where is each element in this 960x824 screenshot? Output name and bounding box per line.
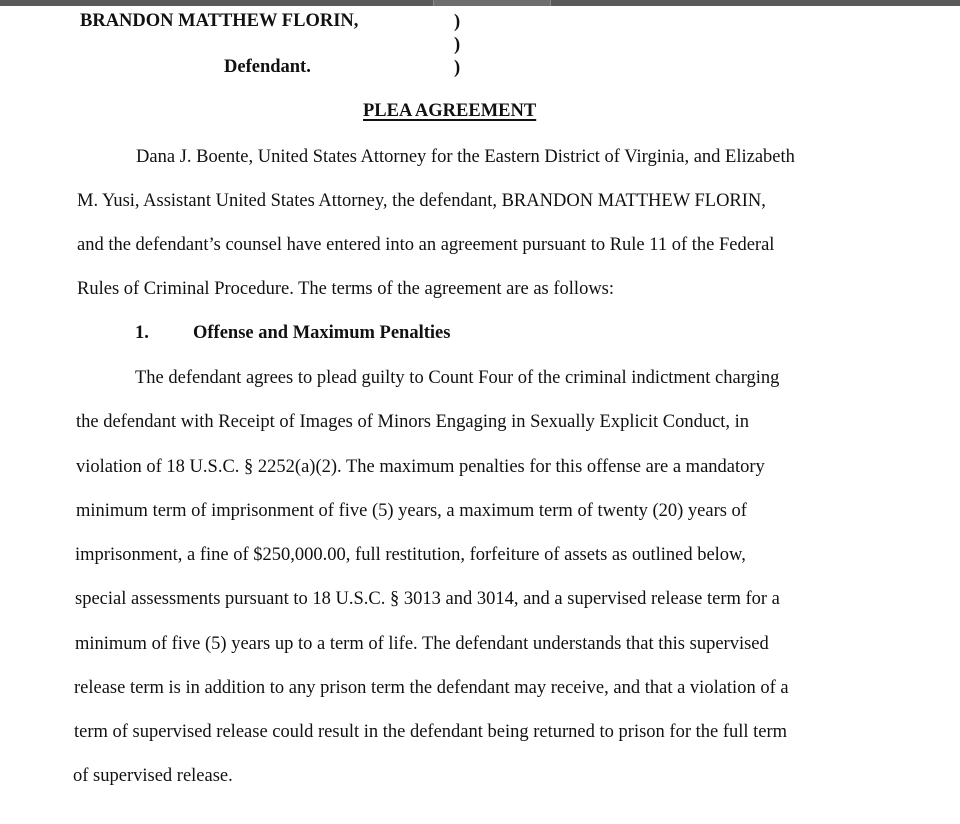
body-line: The defendant agrees to plead guilty to Count Four of the criminal indictment charging [135,368,780,388]
body-line: the defendant with Receipt of Images of Minors Engaging in Sexually Explicit Conduct, in [76,412,750,432]
caption-bracket: ) [454,35,461,55]
section-heading: Offense and Maximum Penalties [193,323,451,343]
section-number: 1. [135,323,149,343]
body-line: term of supervised release could result in the defendant being returned to prison for the full term [74,722,788,742]
body-line: release term is in addition to any prison term the defendant may receive, and that a violation of a [74,678,789,698]
intro-line: and the defendant’s counsel have entered into an agreement pursuant to Rule 11 of the Federal [77,235,775,255]
body-line: minimum of five (5) years up to a term of life. The defendant understands that this supervised [75,634,769,654]
document-page [0,6,960,824]
caption-bracket: ) [454,12,461,32]
defendant-name: BRANDON MATTHEW FLORIN, [80,11,359,31]
caption-bracket: ) [454,58,461,78]
intro-line: Dana J. Boente, United States Attorney for the Eastern District of Virginia, and Elizabeth [136,147,795,167]
body-line: special assessments pursuant to 18 U.S.C. § 3013 and 3014, and a supervised release term for a [75,589,780,609]
intro-line: M. Yusi, Assistant United States Attorney, the defendant, BRANDON MATTHEW FLORIN, [77,191,766,211]
intro-line: Rules of Criminal Procedure. The terms of the agreement are as follows: [77,279,615,299]
body-line: imprisonment, a fine of $250,000.00, full restitution, forfeiture of assets as outlined below, [75,545,746,565]
defendant-role: Defendant. [224,57,311,77]
document-title: PLEA AGREEMENT [363,101,537,121]
body-line: violation of 18 U.S.C. § 2252(a)(2). The maximum penalties for this offense are a mandatory [76,457,765,477]
body-line: minimum term of imprisonment of five (5) years, a maximum term of twenty (20) years of [76,501,747,521]
body-line: of supervised release. [73,766,233,786]
